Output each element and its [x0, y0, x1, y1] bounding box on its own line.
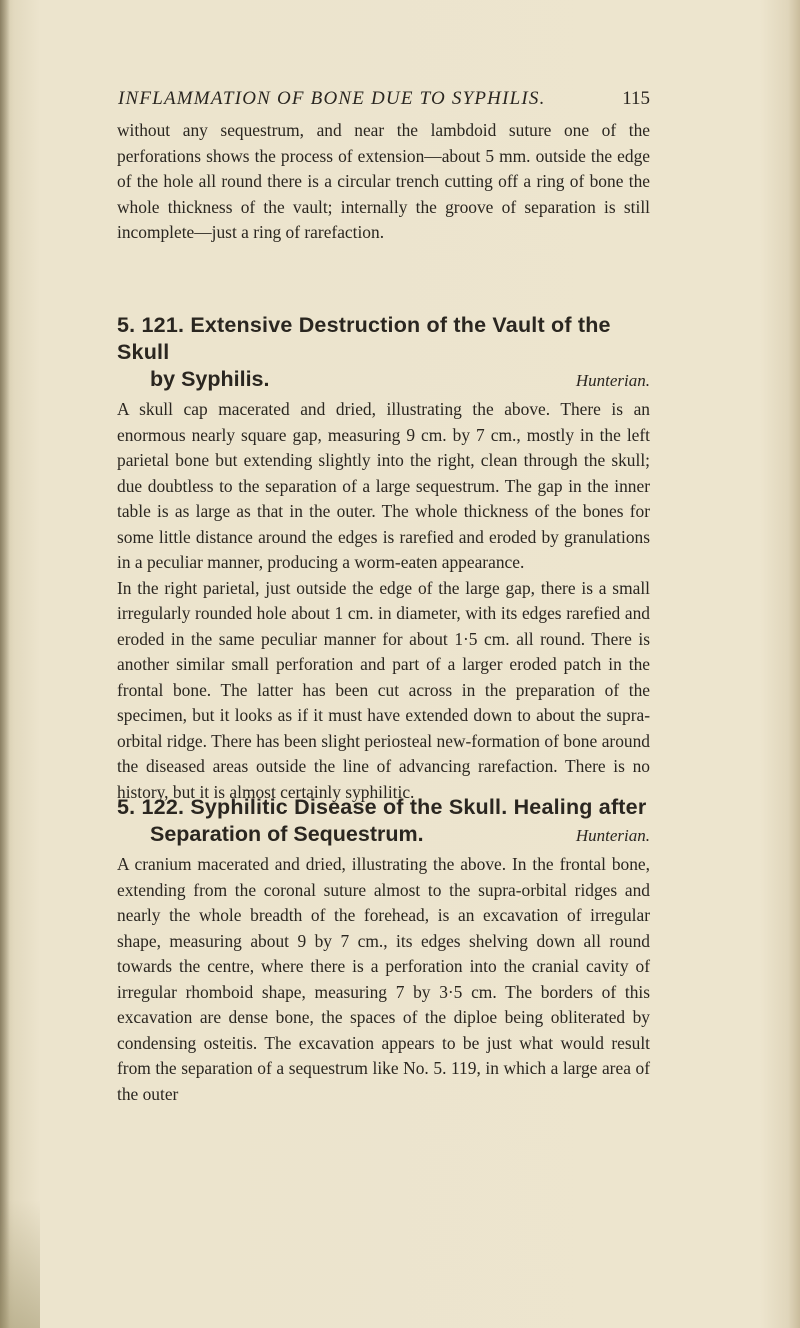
entry-source: Hunterian.: [575, 371, 650, 390]
entry-body: [117, 852, 650, 1107]
entry-title-line2: by Syphilis.: [150, 367, 270, 391]
entry-title-line2-row: [117, 821, 650, 848]
page-stain: [0, 1200, 40, 1328]
entry-paragraph: A skull cap macerated and dried, illustrating the above. There is an enormous nearly square gap, measuring 9 cm. by 7 cm., mostly in the left parietal bone but extending slightly into the right, clean through the skull; due doubtless to the separation of a large sequestrum. The gap in the inner table is as large as that in the outer. The whole thickness of the bones for some little distance around the edges is rarefied and eroded by granulations in a peculiar manner, producing a worm-eaten appearance.: [117, 399, 650, 572]
running-head: INFLAMMATION OF BONE DUE TO SYPHILIS.: [118, 88, 546, 109]
entry-title-line1: Syphilitic Disease of the Skull. Healing after: [190, 795, 647, 819]
entry-title-line2: Separation of Sequestrum.: [150, 822, 424, 846]
entry-body: [117, 397, 650, 805]
catalogue-entry-5-122: [117, 794, 650, 1107]
opening-paragraph: without any sequestrum, and near the lambdoid suture one of the perforations shows the process of extension—about 5 mm. outside the edge of the hole all round there is a circular trench cutting off a ring of bone the whole thickness of the vault; internally the groove of separation is still incomplete—just a ring of rarefaction.: [117, 120, 650, 242]
entry-title: [117, 794, 650, 821]
opening-paragraph-block: [117, 118, 650, 246]
entry-number: 5. 121.: [117, 313, 185, 337]
entry-title-line2-row: [117, 366, 650, 393]
entry-paragraph: In the right parietal, just outside the edge of the large gap, there is a small irregularly rounded hole about 1 cm. in diameter, with its edges rarefied and eroded in the same peculiar manner for about 1·5 cm. all round. There is another similar small perforation and part of a larger eroded patch in the frontal bone. The latter has been cut across in the preparation of the specimen, but it looks as if it must have extended down to about the supra-orbital ridge. There has been slight periosteal new-formation of bone around the diseased areas outside the line of advancing rarefaction. There is no history, but it is almost certainly syphilitic.: [117, 577, 650, 802]
entry-number: 5. 122.: [117, 795, 185, 819]
page-number: 115: [622, 88, 650, 109]
entry-source: Hunterian.: [575, 826, 650, 845]
entry-title-line1: Extensive Destruction of the Vault of the Skull: [117, 313, 611, 364]
entry-title: [117, 312, 650, 366]
binding-shadow: [0, 0, 10, 1328]
page-header: [118, 88, 650, 116]
entry-paragraph: A cranium macerated and dried, illustrating the above. In the frontal bone, extending from the coronal suture almost to the supra-orbital ridges and nearly the whole breadth of the forehead, is an excavation of irregular shape, measuring about 9 by 7 cm., its edges shelving down all round towards the centre, where there is a perforation into the cranial cavity of irregular rhomboid shape, measuring 7 by 3·5 cm. The borders of this excavation are dense bone, the spaces of the diploe being obliterated by condensing osteitis. The excavation appears to be just what would result from the separation of a sequestrum like No. 5. 119, in which a large area of the outer: [117, 854, 650, 1104]
catalogue-entry-5-121: [117, 312, 650, 805]
